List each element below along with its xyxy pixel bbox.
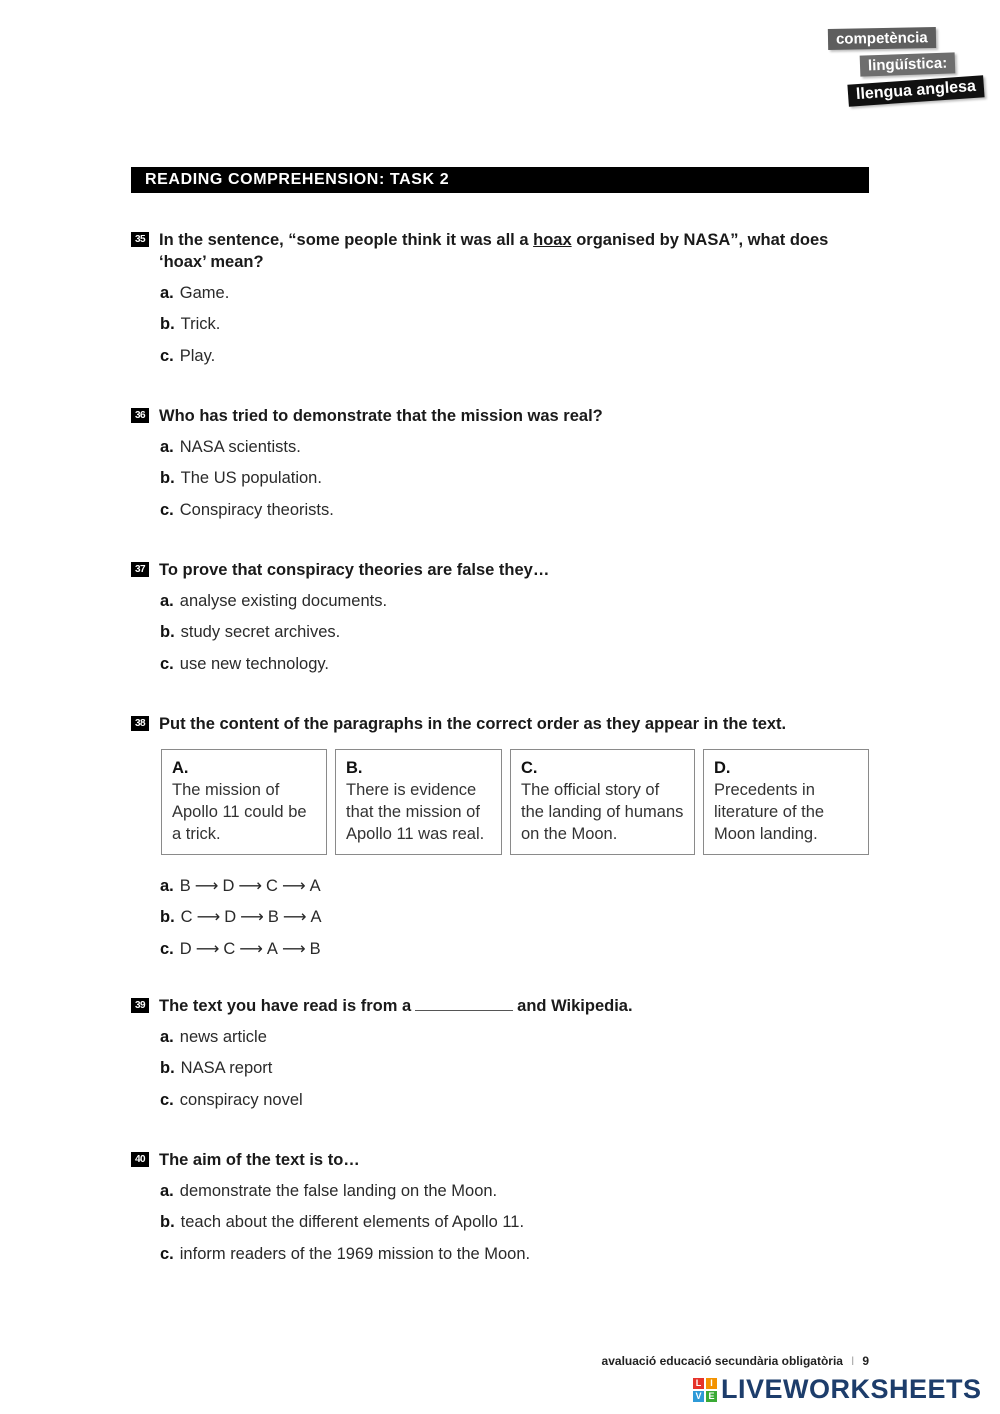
option-a[interactable]: a. demonstrate the false landing on the Moon.: [160, 1182, 498, 1200]
option-b[interactable]: b. C ⟶ D ⟶ B ⟶ A: [160, 908, 322, 927]
underlined-word: hoax: [533, 231, 572, 249]
arrow-right-icon: ⟶: [240, 908, 264, 927]
arrow-right-icon: ⟶: [281, 877, 306, 895]
option-c[interactable]: c. conspiracy novel: [160, 1090, 303, 1109]
liveworksheets-logo[interactable]: [693, 1374, 982, 1405]
arrow-right-icon: ⟶: [238, 877, 263, 895]
option-c[interactable]: c. Play.: [160, 346, 216, 365]
question-38: [131, 713, 871, 969]
option-b[interactable]: b. The US population.: [160, 469, 322, 488]
paragraph-box-d: D. Precedents in literature of the Moon landing.: [703, 749, 869, 855]
question-36: [131, 405, 871, 530]
question-35: [131, 229, 871, 376]
question-text: To prove that conspiracy theories are false they…: [159, 561, 550, 579]
option-c[interactable]: c. D ⟶ C ⟶ A ⟶ B: [160, 939, 321, 958]
option-b[interactable]: b. Trick.: [160, 315, 221, 334]
option-a[interactable]: a. Game.: [160, 284, 230, 302]
question-text: Who has tried to demonstrate that the mission was real?: [159, 407, 603, 425]
question-number: 39: [131, 998, 149, 1013]
footer-text: avaluació educació secundària obligatòria: [601, 1354, 843, 1368]
logo-letter: V: [693, 1391, 704, 1402]
options-list: [160, 436, 871, 521]
arrow-right-icon: ⟶: [239, 939, 263, 958]
page-number: 9: [862, 1354, 869, 1368]
option-c[interactable]: c. use new technology.: [160, 654, 329, 673]
question-text: The aim of the text is to…: [159, 1151, 360, 1169]
paragraph-boxes: [161, 749, 871, 855]
options-list: [160, 282, 871, 367]
logo-letter: I: [706, 1378, 717, 1389]
arrow-right-icon: ⟶: [281, 939, 306, 958]
question-number: 37: [131, 562, 149, 577]
subject-tag-competencia: competència: [828, 27, 936, 50]
option-a[interactable]: a. news article: [160, 1028, 267, 1046]
option-b[interactable]: b. NASA report: [160, 1059, 273, 1078]
subject-tag-linguistica: lingüística:: [860, 52, 956, 76]
arrow-right-icon: ⟶: [282, 908, 307, 927]
paragraph-box-a: A. The mission of Apollo 11 could be a trick.: [161, 749, 327, 855]
arrow-right-icon: ⟶: [195, 939, 220, 958]
option-c[interactable]: c. inform readers of the 1969 mission to the Moon.: [160, 1244, 531, 1263]
option-a[interactable]: a. NASA scientists.: [160, 438, 301, 456]
paragraph-box-b: B. There is evidence that the mission of Apollo 11 was real.: [335, 749, 502, 855]
question-number: 38: [131, 716, 149, 731]
paragraph-box-c: C. The official story of the landing of humans on the Moon.: [510, 749, 695, 855]
options-list: [160, 875, 871, 960]
logo-letter: E: [706, 1391, 717, 1402]
option-a[interactable]: a. B ⟶ D ⟶ C ⟶ A: [160, 877, 321, 895]
options-list: [160, 590, 871, 675]
subject-tag-llengua-anglesa: llengua anglesa: [847, 75, 984, 106]
option-c[interactable]: c. Conspiracy theorists.: [160, 500, 334, 519]
options-list: [160, 1026, 871, 1111]
option-b[interactable]: b. teach about the different elements of Apollo 11.: [160, 1213, 525, 1232]
question-37: [131, 559, 871, 684]
question-number: 40: [131, 1152, 149, 1167]
question-number: 35: [131, 232, 149, 247]
question-text: The text you have read is from a and Wikipedia.: [159, 997, 633, 1015]
logo-letter: L: [693, 1378, 704, 1389]
footer-separator: I: [850, 1354, 855, 1368]
logo-text: LIVEWORKSHEETS: [721, 1374, 982, 1404]
question-39: [131, 995, 871, 1120]
option-a[interactable]: a. analyse existing documents.: [160, 592, 388, 610]
page-footer: [602, 1354, 869, 1368]
options-list: [160, 1180, 871, 1265]
option-b[interactable]: b. study secret archives.: [160, 623, 341, 642]
question-text: In the sentence, “some people think it was all a hoax organised by NASA”, what does ‘hoax’ mean?: [159, 231, 829, 271]
answer-blank: [415, 996, 513, 1011]
question-number: 36: [131, 408, 149, 423]
arrow-right-icon: ⟶: [196, 908, 221, 927]
question-40: [131, 1149, 871, 1274]
section-title: READING COMPREHENSION: TASK 2: [131, 167, 869, 193]
arrow-right-icon: ⟶: [194, 877, 219, 895]
logo-mark-icon: [693, 1378, 717, 1402]
question-text: Put the content of the paragraphs in the correct order as they appear in the text.: [159, 715, 787, 733]
